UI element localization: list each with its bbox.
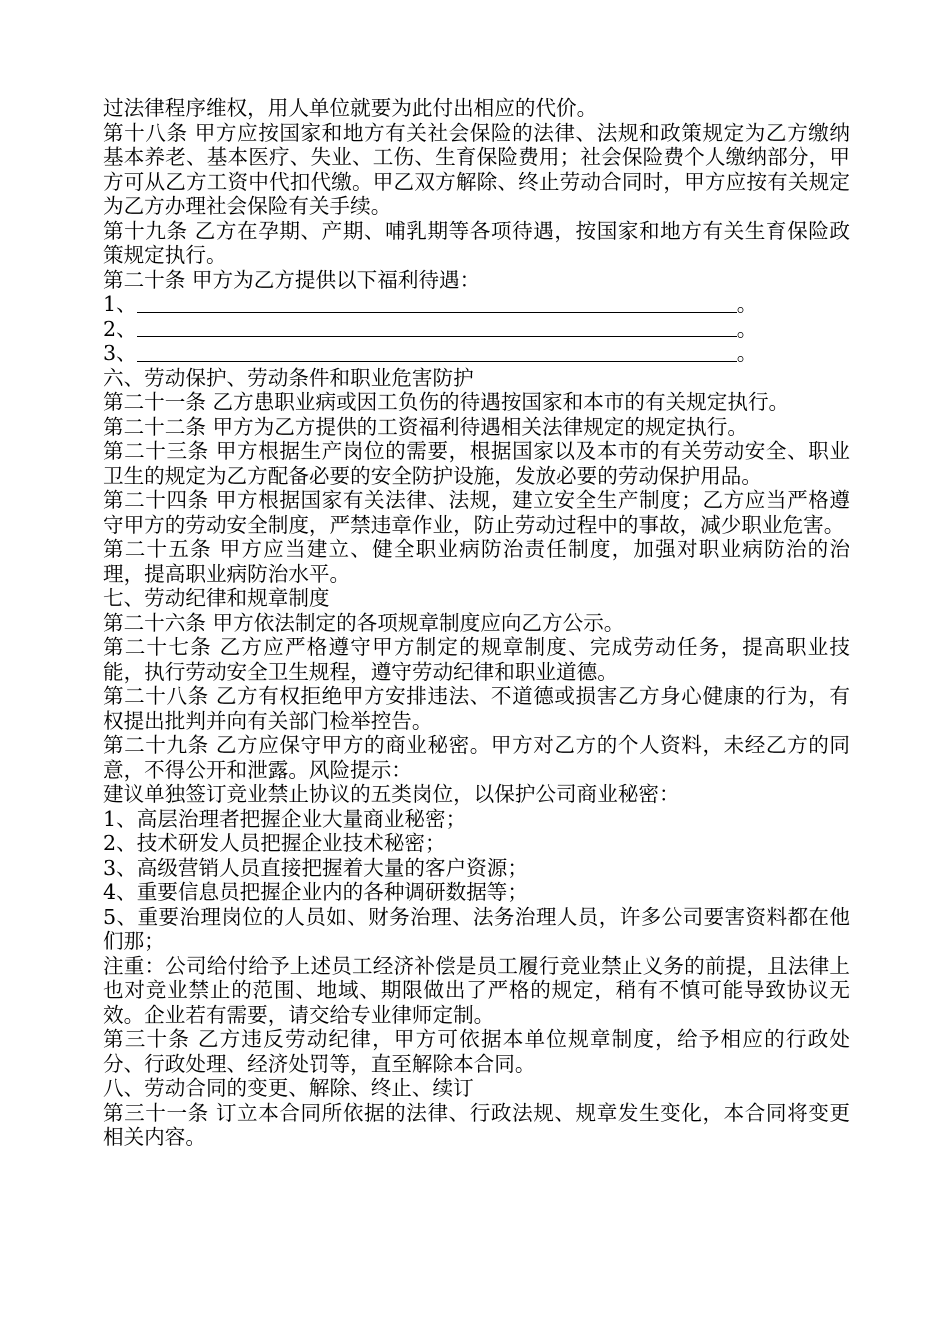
section-heading: 八、劳动合同的变更、解除、终止、续订 — [103, 1076, 474, 1100]
list-item: 4、重要信息员把握企业内的各种调研数据等； — [103, 880, 528, 904]
section-heading: 六、劳动保护、劳动条件和职业危害防护 — [103, 365, 474, 390]
paragraph: 第二十七条 乙方应严格遵守甲方制定的规章制度、完成劳动任务，提高职业技能，执行劳动安全卫生规程，遵守劳动纪律和职业道德。 — [103, 635, 850, 684]
fill-line-end: 。 — [736, 316, 758, 341]
section-heading: 七、劳动纪律和规章制度 — [103, 586, 330, 610]
paragraph: 第二十条 甲方为乙方提供以下福利待遇： — [103, 267, 481, 292]
list-item: 1、高层治理者把握企业大量商业秘密； — [103, 806, 467, 831]
document-page — [103, 96, 850, 1150]
fill-line-number: 1、 — [103, 292, 137, 316]
list-item: 3、高级营销人员直接把握着大量的客户资源； — [103, 855, 528, 880]
paragraph: 建议单独签订竞业禁止协议的五类岗位，以保护公司商业秘密： — [103, 782, 680, 806]
list-item: 5、重要治理岗位的人员如、财务治理、法务治理人员，许多公司要害资料都在他们那； — [103, 904, 850, 953]
fill-in-blank — [137, 342, 737, 362]
paragraph: 第二十二条 甲方为乙方提供的工资福利待遇相关法律规定的规定执行。 — [103, 414, 748, 439]
paragraph: 第二十九条 乙方应保守甲方的商业秘密。甲方对乙方的个人资料，未经乙方的同意，不得公开和泄露。风险提示： — [103, 733, 850, 782]
paragraph: 第十八条 甲方应按国家和地方有关社会保险的法律、法规和政策规定为乙方缴纳基本养老、基本医疗、失业、工伤、生育保险费用；社会保险费个人缴纳部分，甲方可从乙方工资中代扣代缴。甲乙双方解除、终止劳动合同时，甲方应按有关规定为乙方办理社会保险有关手续。 — [103, 120, 850, 218]
fill-line-number: 2、 — [103, 316, 137, 341]
paragraph: 第三十一条 订立本合同所依据的法律、行政法规、规章发生变化，本合同将变更相关内容。 — [103, 1100, 850, 1149]
fill-in-blank — [137, 317, 737, 337]
benefit-fill-line — [103, 317, 850, 342]
fill-line-end: 。 — [736, 292, 758, 316]
paragraph: 第二十五条 甲方应当建立、健全职业病防治责任制度，加强对职业病防治的治理，提高职业病防治水平。 — [103, 537, 850, 586]
paragraph: 过法律程序维权，用人单位就要为此付出相应的代价。 — [103, 96, 598, 120]
list-item: 2、技术研发人员把握企业技术秘密； — [103, 831, 446, 855]
paragraph: 第二十三条 甲方根据生产岗位的需要，根据国家以及本市的有关劳动安全、职业卫生的规定为乙方配备必要的安全防护设施，发放必要的劳动保护用品。 — [103, 439, 850, 488]
paragraph: 注重：公司给付给予上述员工经济补偿是员工履行竞业禁止义务的前提，且法律上也对竞业禁止的范围、地域、期限做出了严格的规定，稍有不慎可能导致协议无效。企业若有需要，请交给专业律师定制。 — [103, 953, 850, 1027]
paragraph: 第三十条 乙方违反劳动纪律，甲方可依据本单位规章制度，给予相应的行政处分、行政处理、经济处罚等，直至解除本合同。 — [103, 1027, 850, 1076]
paragraph: 第十九条 乙方在孕期、产期、哺乳期等各项待遇，按国家和地方有关生育保险政策规定执行。 — [103, 218, 850, 267]
benefit-fill-line — [103, 292, 850, 317]
paragraph: 第二十八条 乙方有权拒绝甲方安排违法、不道德或损害乙方身心健康的行为，有权提出批判并向有关部门检举控告。 — [103, 684, 850, 733]
benefit-fill-line — [103, 341, 850, 366]
fill-line-number: 3、 — [103, 341, 137, 365]
fill-in-blank — [137, 293, 737, 313]
paragraph: 第二十六条 甲方依法制定的各项规章制度应向乙方公示。 — [103, 610, 625, 635]
paragraph: 第二十四条 甲方根据国家有关法律、法规，建立安全生产制度；乙方应当严格遵守甲方的劳动安全制度，严禁违章作业，防止劳动过程中的事故，减少职业危害。 — [103, 488, 850, 537]
paragraph: 第二十一条 乙方患职业病或因工负伤的待遇按国家和本市的有关规定执行。 — [103, 390, 790, 414]
fill-line-end: 。 — [736, 341, 758, 365]
